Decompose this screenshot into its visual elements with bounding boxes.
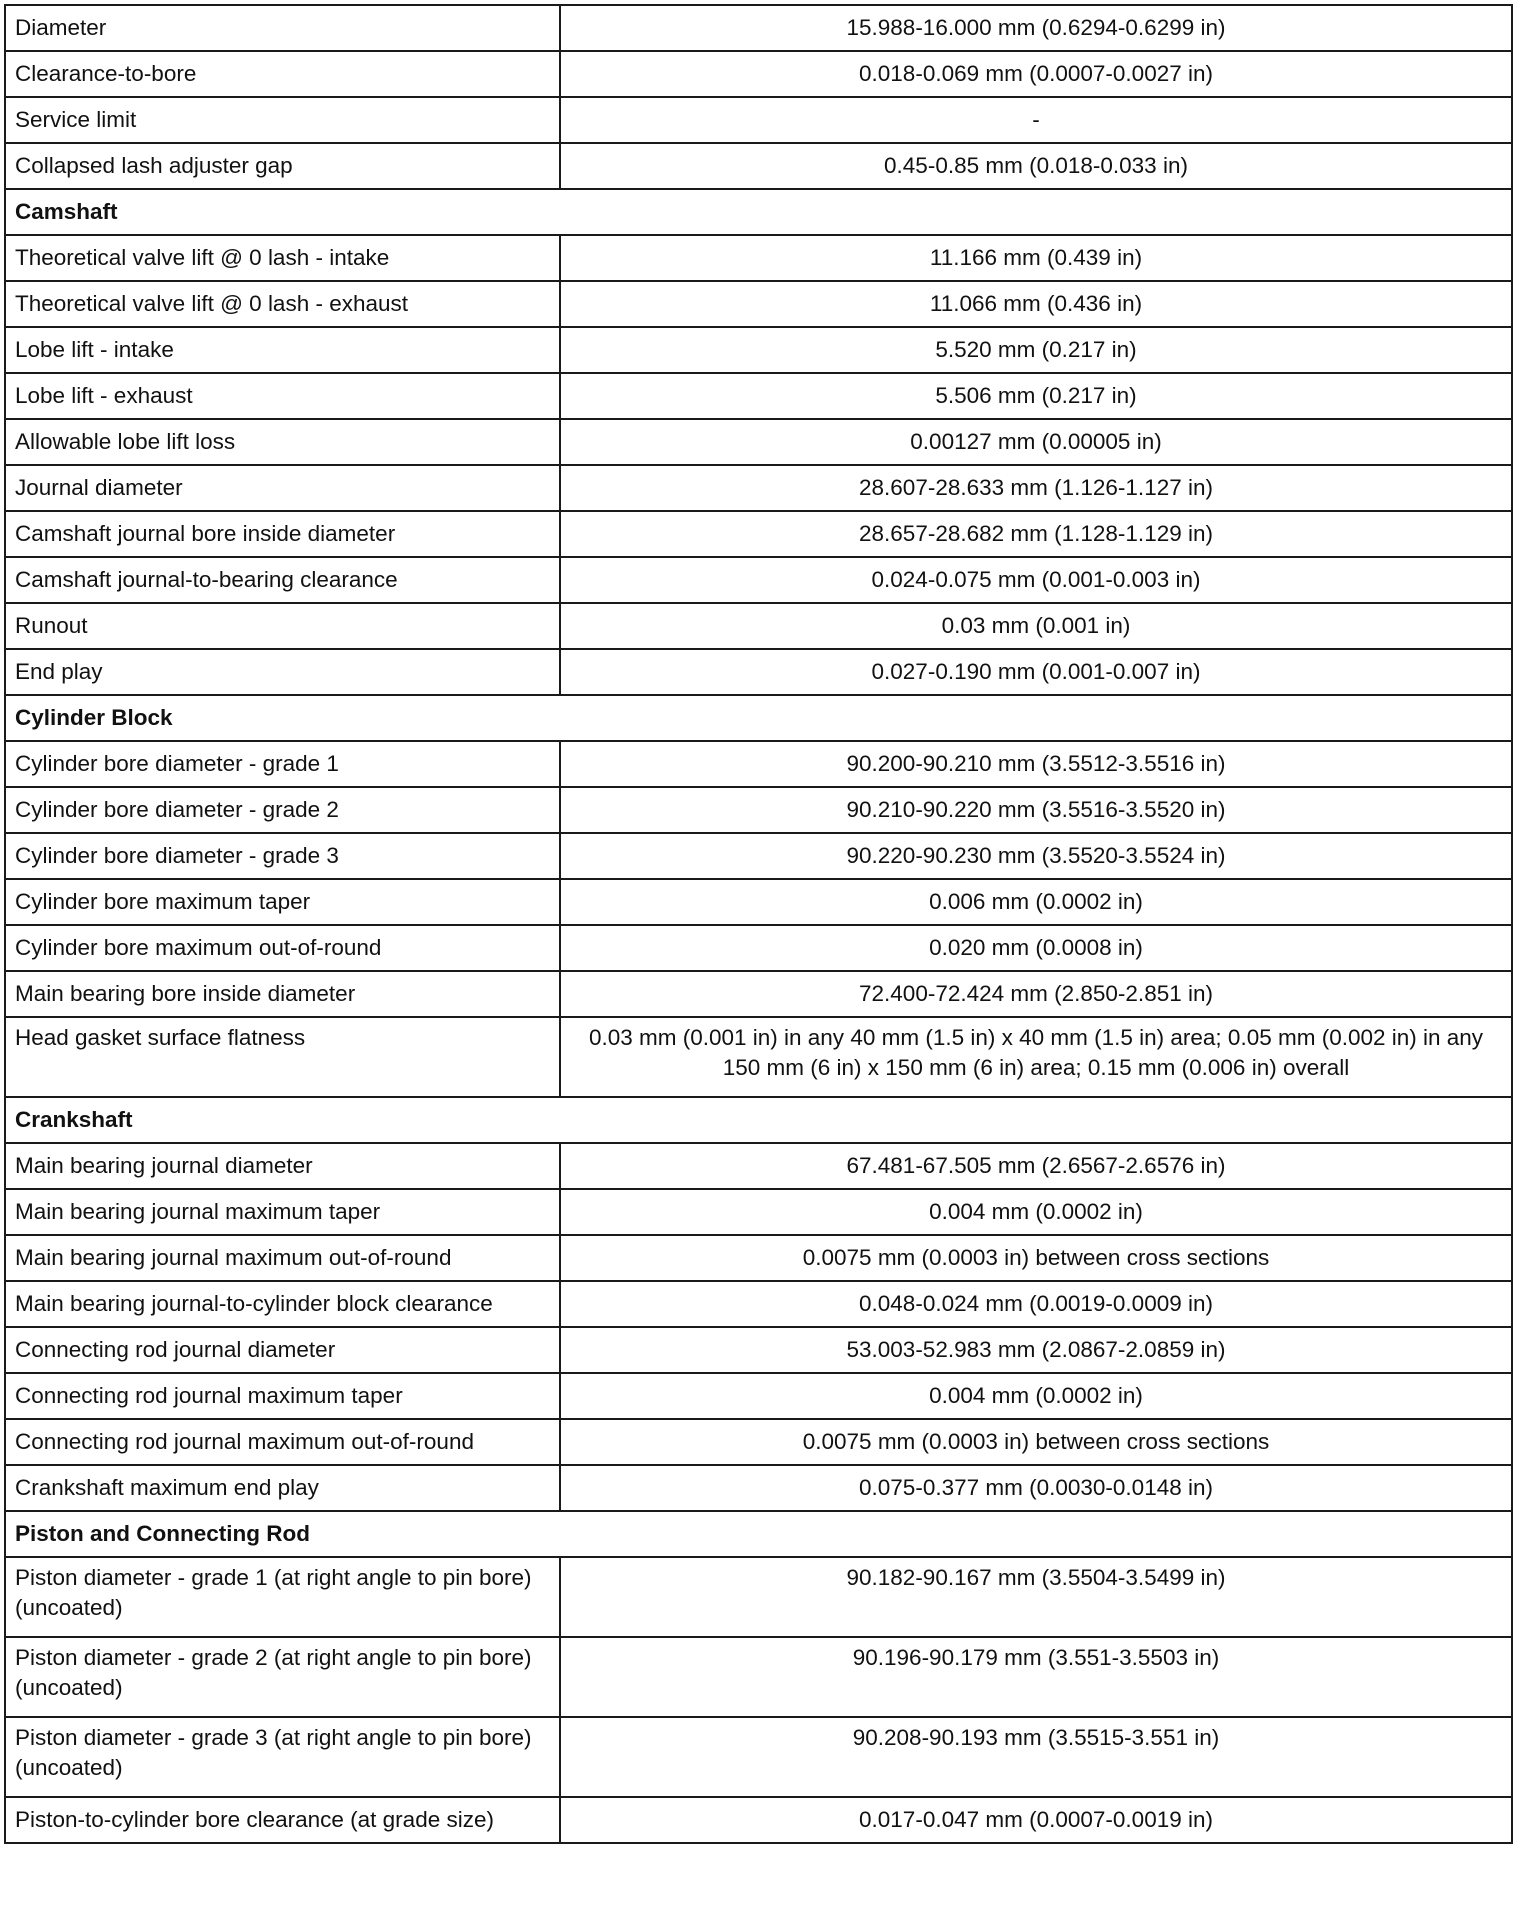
spec-value: 15.988-16.000 mm (0.6294-0.6299 in)	[560, 5, 1512, 51]
spec-label: Piston diameter - grade 1 (at right angle to pin bore) (uncoated)	[5, 1557, 560, 1637]
spec-row	[5, 1637, 1512, 1717]
spec-label: Allowable lobe lift loss	[5, 419, 560, 465]
spec-label: Cylinder bore maximum taper	[5, 879, 560, 925]
spec-row	[5, 603, 1512, 649]
spec-value: 90.210-90.220 mm (3.5516-3.5520 in)	[560, 787, 1512, 833]
spec-value: 0.027-0.190 mm (0.001-0.007 in)	[560, 649, 1512, 695]
spec-value: 5.520 mm (0.217 in)	[560, 327, 1512, 373]
specifications-table-body	[5, 5, 1512, 1843]
specifications-table	[4, 4, 1513, 1844]
spec-value: 0.075-0.377 mm (0.0030-0.0148 in)	[560, 1465, 1512, 1511]
spec-value: 0.0075 mm (0.0003 in) between cross sections	[560, 1235, 1512, 1281]
spec-row	[5, 5, 1512, 51]
spec-label: Cylinder bore diameter - grade 2	[5, 787, 560, 833]
spec-row	[5, 327, 1512, 373]
spec-row	[5, 741, 1512, 787]
spec-row	[5, 1281, 1512, 1327]
spec-value: 90.196-90.179 mm (3.551-3.5503 in)	[560, 1637, 1512, 1717]
spec-value: 5.506 mm (0.217 in)	[560, 373, 1512, 419]
spec-value: 0.006 mm (0.0002 in)	[560, 879, 1512, 925]
spec-value: 0.017-0.047 mm (0.0007-0.0019 in)	[560, 1797, 1512, 1843]
spec-label: Main bearing journal maximum taper	[5, 1189, 560, 1235]
spec-label: Connecting rod journal maximum out-of-round	[5, 1419, 560, 1465]
spec-label: Connecting rod journal diameter	[5, 1327, 560, 1373]
spec-value: 0.0075 mm (0.0003 in) between cross sections	[560, 1419, 1512, 1465]
spec-row	[5, 1717, 1512, 1797]
spec-row	[5, 971, 1512, 1017]
spec-label: Camshaft journal bore inside diameter	[5, 511, 560, 557]
section-heading: Cylinder Block	[5, 695, 1512, 741]
spec-row	[5, 787, 1512, 833]
spec-row	[5, 557, 1512, 603]
spec-row	[5, 143, 1512, 189]
spec-row	[5, 1235, 1512, 1281]
spec-row	[5, 465, 1512, 511]
section-header-row	[5, 1097, 1512, 1143]
spec-label: Theoretical valve lift @ 0 lash - intake	[5, 235, 560, 281]
spec-value: 0.018-0.069 mm (0.0007-0.0027 in)	[560, 51, 1512, 97]
spec-value: 0.004 mm (0.0002 in)	[560, 1189, 1512, 1235]
spec-row	[5, 1189, 1512, 1235]
section-heading: Camshaft	[5, 189, 1512, 235]
spec-label: Main bearing journal diameter	[5, 1143, 560, 1189]
spec-row	[5, 419, 1512, 465]
spec-label: Cylinder bore maximum out-of-round	[5, 925, 560, 971]
spec-value: 11.066 mm (0.436 in)	[560, 281, 1512, 327]
spec-label: Diameter	[5, 5, 560, 51]
spec-label: Collapsed lash adjuster gap	[5, 143, 560, 189]
spec-label: Main bearing bore inside diameter	[5, 971, 560, 1017]
spec-row	[5, 511, 1512, 557]
spec-row	[5, 925, 1512, 971]
spec-value: 0.03 mm (0.001 in)	[560, 603, 1512, 649]
spec-value: -	[560, 97, 1512, 143]
spec-row	[5, 1557, 1512, 1637]
spec-row	[5, 235, 1512, 281]
spec-label: Main bearing journal maximum out-of-round	[5, 1235, 560, 1281]
spec-label: End play	[5, 649, 560, 695]
spec-value: 0.45-0.85 mm (0.018-0.033 in)	[560, 143, 1512, 189]
spec-label: Lobe lift - intake	[5, 327, 560, 373]
spec-row	[5, 649, 1512, 695]
spec-row	[5, 1373, 1512, 1419]
spec-label: Piston diameter - grade 2 (at right angle to pin bore) (uncoated)	[5, 1637, 560, 1717]
spec-label: Cylinder bore diameter - grade 3	[5, 833, 560, 879]
spec-label: Main bearing journal-to-cylinder block clearance	[5, 1281, 560, 1327]
spec-value: 0.048-0.024 mm (0.0019-0.0009 in)	[560, 1281, 1512, 1327]
spec-row	[5, 833, 1512, 879]
spec-label: Camshaft journal-to-bearing clearance	[5, 557, 560, 603]
spec-label: Theoretical valve lift @ 0 lash - exhaust	[5, 281, 560, 327]
spec-row	[5, 879, 1512, 925]
spec-value: 72.400-72.424 mm (2.850-2.851 in)	[560, 971, 1512, 1017]
spec-label: Piston diameter - grade 3 (at right angle to pin bore) (uncoated)	[5, 1717, 560, 1797]
spec-row	[5, 97, 1512, 143]
spec-row	[5, 281, 1512, 327]
spec-value: 90.182-90.167 mm (3.5504-3.5499 in)	[560, 1557, 1512, 1637]
spec-label: Journal diameter	[5, 465, 560, 511]
spec-value: 0.03 mm (0.001 in) in any 40 mm (1.5 in) x 40 mm (1.5 in) area; 0.05 mm (0.002 in) in any 150 mm (6 in) x 150 mm (6 in) area; 0.15 mm (0.006 in) overall	[560, 1017, 1512, 1097]
spec-value: 0.004 mm (0.0002 in)	[560, 1373, 1512, 1419]
spec-row	[5, 1797, 1512, 1843]
spec-label: Clearance-to-bore	[5, 51, 560, 97]
spec-value: 53.003-52.983 mm (2.0867-2.0859 in)	[560, 1327, 1512, 1373]
section-header-row	[5, 1511, 1512, 1557]
spec-row	[5, 373, 1512, 419]
spec-row	[5, 1017, 1512, 1097]
section-heading: Piston and Connecting Rod	[5, 1511, 1512, 1557]
spec-value: 28.657-28.682 mm (1.128-1.129 in)	[560, 511, 1512, 557]
spec-row	[5, 51, 1512, 97]
spec-value: 0.024-0.075 mm (0.001-0.003 in)	[560, 557, 1512, 603]
spec-label: Head gasket surface flatness	[5, 1017, 560, 1097]
spec-row	[5, 1465, 1512, 1511]
spec-label: Runout	[5, 603, 560, 649]
spec-value: 67.481-67.505 mm (2.6567-2.6576 in)	[560, 1143, 1512, 1189]
spec-value: 28.607-28.633 mm (1.126-1.127 in)	[560, 465, 1512, 511]
spec-value: 0.00127 mm (0.00005 in)	[560, 419, 1512, 465]
section-heading: Crankshaft	[5, 1097, 1512, 1143]
spec-value: 11.166 mm (0.439 in)	[560, 235, 1512, 281]
section-header-row	[5, 695, 1512, 741]
spec-row	[5, 1143, 1512, 1189]
spec-value: 90.200-90.210 mm (3.5512-3.5516 in)	[560, 741, 1512, 787]
spec-label: Cylinder bore diameter - grade 1	[5, 741, 560, 787]
spec-label: Lobe lift - exhaust	[5, 373, 560, 419]
spec-row	[5, 1327, 1512, 1373]
spec-label: Service limit	[5, 97, 560, 143]
spec-value: 90.220-90.230 mm (3.5520-3.5524 in)	[560, 833, 1512, 879]
spec-row	[5, 1419, 1512, 1465]
spec-value: 90.208-90.193 mm (3.5515-3.551 in)	[560, 1717, 1512, 1797]
spec-label: Piston-to-cylinder bore clearance (at grade size)	[5, 1797, 560, 1843]
spec-value: 0.020 mm (0.0008 in)	[560, 925, 1512, 971]
section-header-row	[5, 189, 1512, 235]
spec-label: Crankshaft maximum end play	[5, 1465, 560, 1511]
spec-label: Connecting rod journal maximum taper	[5, 1373, 560, 1419]
